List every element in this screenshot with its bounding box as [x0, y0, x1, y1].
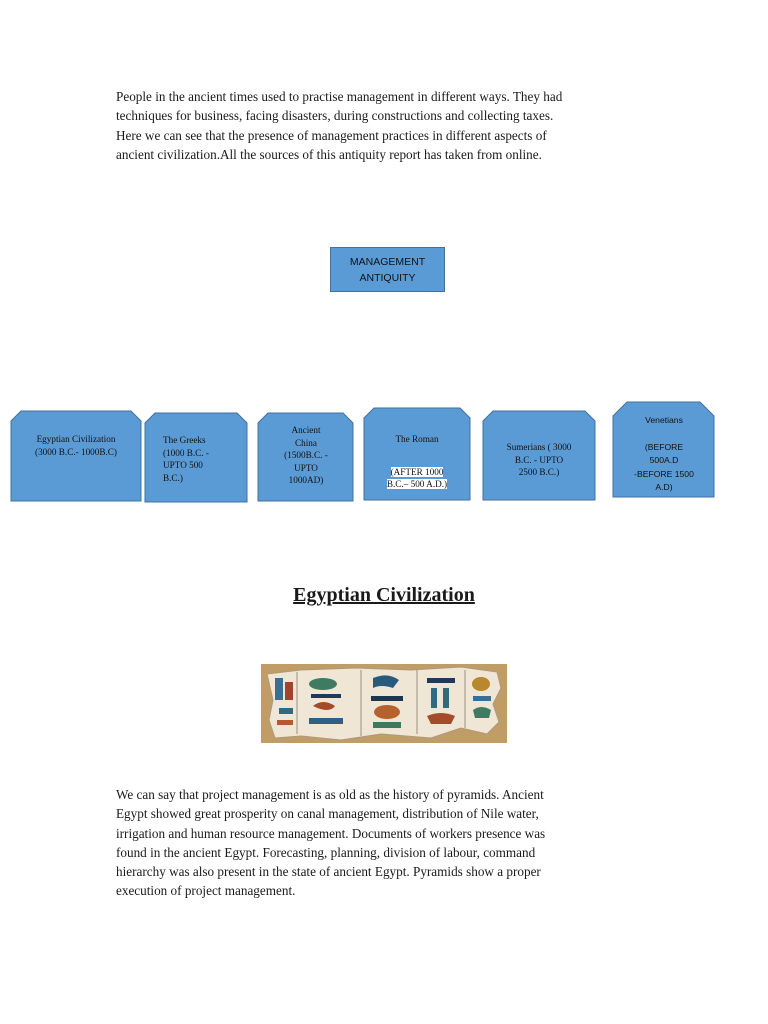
- diagram-node-egyptian-label: Egyptian Civilization (3000 B.C.- 1000B.C): [35, 434, 117, 457]
- diagram-node-roman-title: The Roman: [395, 433, 439, 444]
- intro-paragraph: People in the ancient times used to practise management in different ways. They had techniques for business, facing disasters, during constructions and collecting taxes. Here we can see that the presence of management practices in different aspects of ancient civilization.All the sources of this antiquity report has taken from online.: [116, 89, 563, 162]
- diagram-node-venetians-label: Venetians (BEFORE 500A.D -BEFORE 1500 A.D): [634, 415, 694, 493]
- diagram-root-box: MANAGEMENT ANTIQUITY: [330, 247, 445, 292]
- egypt-paragraph: We can say that project management is as old as the history of pyramids. Ancient Egypt showed great prosperity on canal management, distribution of Nile water, irrigation and human resource management. Documents of workers presence was found in the ancient Egypt. Forecasting, planning, division of labour, command hierarchy was also present in the state of ancient Egypt. Pyramids show a proper execution of project management.: [116, 787, 546, 899]
- diagram-node-greeks-label: The Greeks (1000 B.C. - UPTO 500 B.C.): [163, 435, 209, 483]
- diagram-node-roman-dates: (AFTER 1000 B.C.– 500 A.D.): [386, 466, 448, 490]
- diagram-node-china-label: Ancient China (1500B.C. - UPTO 1000AD): [284, 425, 328, 486]
- diagram-node-roman-label: [372, 420, 462, 504]
- section-heading: Egyptian Civilization: [293, 584, 475, 606]
- hieroglyph-fragment-image: [261, 664, 507, 743]
- diagram-node-sumerians-label: Sumerians ( 3000 B.C. - UPTO 2500 B.C.): [506, 442, 572, 478]
